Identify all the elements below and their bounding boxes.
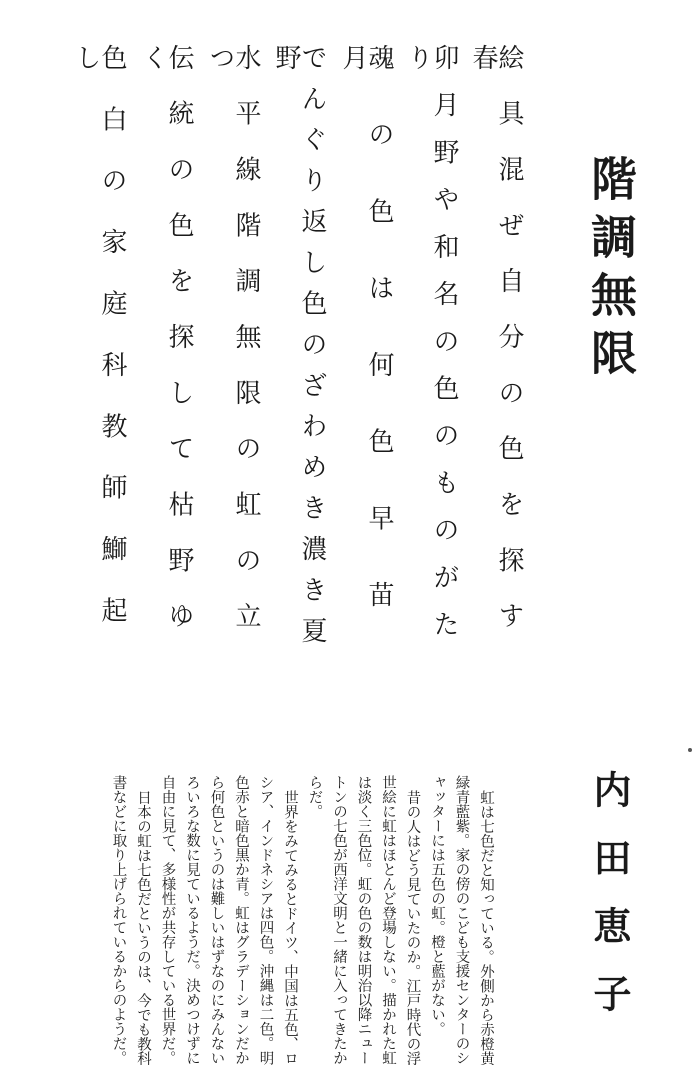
- essay-prose: [58, 775, 498, 1065]
- prose-paragraph: 日本の虹は七色だというのは、今でも教科書などに取り上げられているからのようだ。: [110, 775, 151, 1065]
- prose-paragraph: 虹は七色だと知っている。外側から赤橙黄緑青藍紫。家の傍のこども支援センターのシャッターには五色の虹。橙と藍がない。: [429, 775, 494, 1065]
- haiku-line: 卯月野や和名の色のものがたり: [403, 44, 459, 658]
- haiku-line: 魂の色は何色早苗月: [338, 44, 394, 658]
- author-name: 内田恵子: [587, 770, 632, 1042]
- haiku-line: 伝統の色を探して枯野ゆく: [138, 44, 194, 659]
- haiku-line: でんぐり返し色のざわめき濃き夏野: [271, 44, 327, 658]
- haiku-line: 水平線階調無限の虹の立つ: [205, 44, 261, 659]
- page-title: 階調無限: [584, 155, 638, 387]
- haiku-line: 色白の家庭科教師鰤起し: [71, 44, 127, 658]
- edge-mark: [688, 748, 692, 752]
- haiku-line: 絵具混ぜ自分の色を探す春: [468, 44, 524, 659]
- prose-paragraph: 世界をみてみるとドイツ、中国は五色、ロシア、インドネシアは四色。沖縄は二色。明色赤と暗色黒か青。虹はグラデーションだから何色というのは難しいはずなのにみんないろいろな数に見ているようだ。決めつけずに自由に見て、多様性が共存している世界だ。: [159, 775, 298, 1065]
- prose-paragraph: 昔の人はどう見ていたのか。江戸時代の浮世絵に虹はほとんど登場しない。描かれた虹は淡く三色位。虹の色の数は明治以降ニュートンの七色が西洋文明と一緒に入ってきたからだ。: [306, 775, 421, 1065]
